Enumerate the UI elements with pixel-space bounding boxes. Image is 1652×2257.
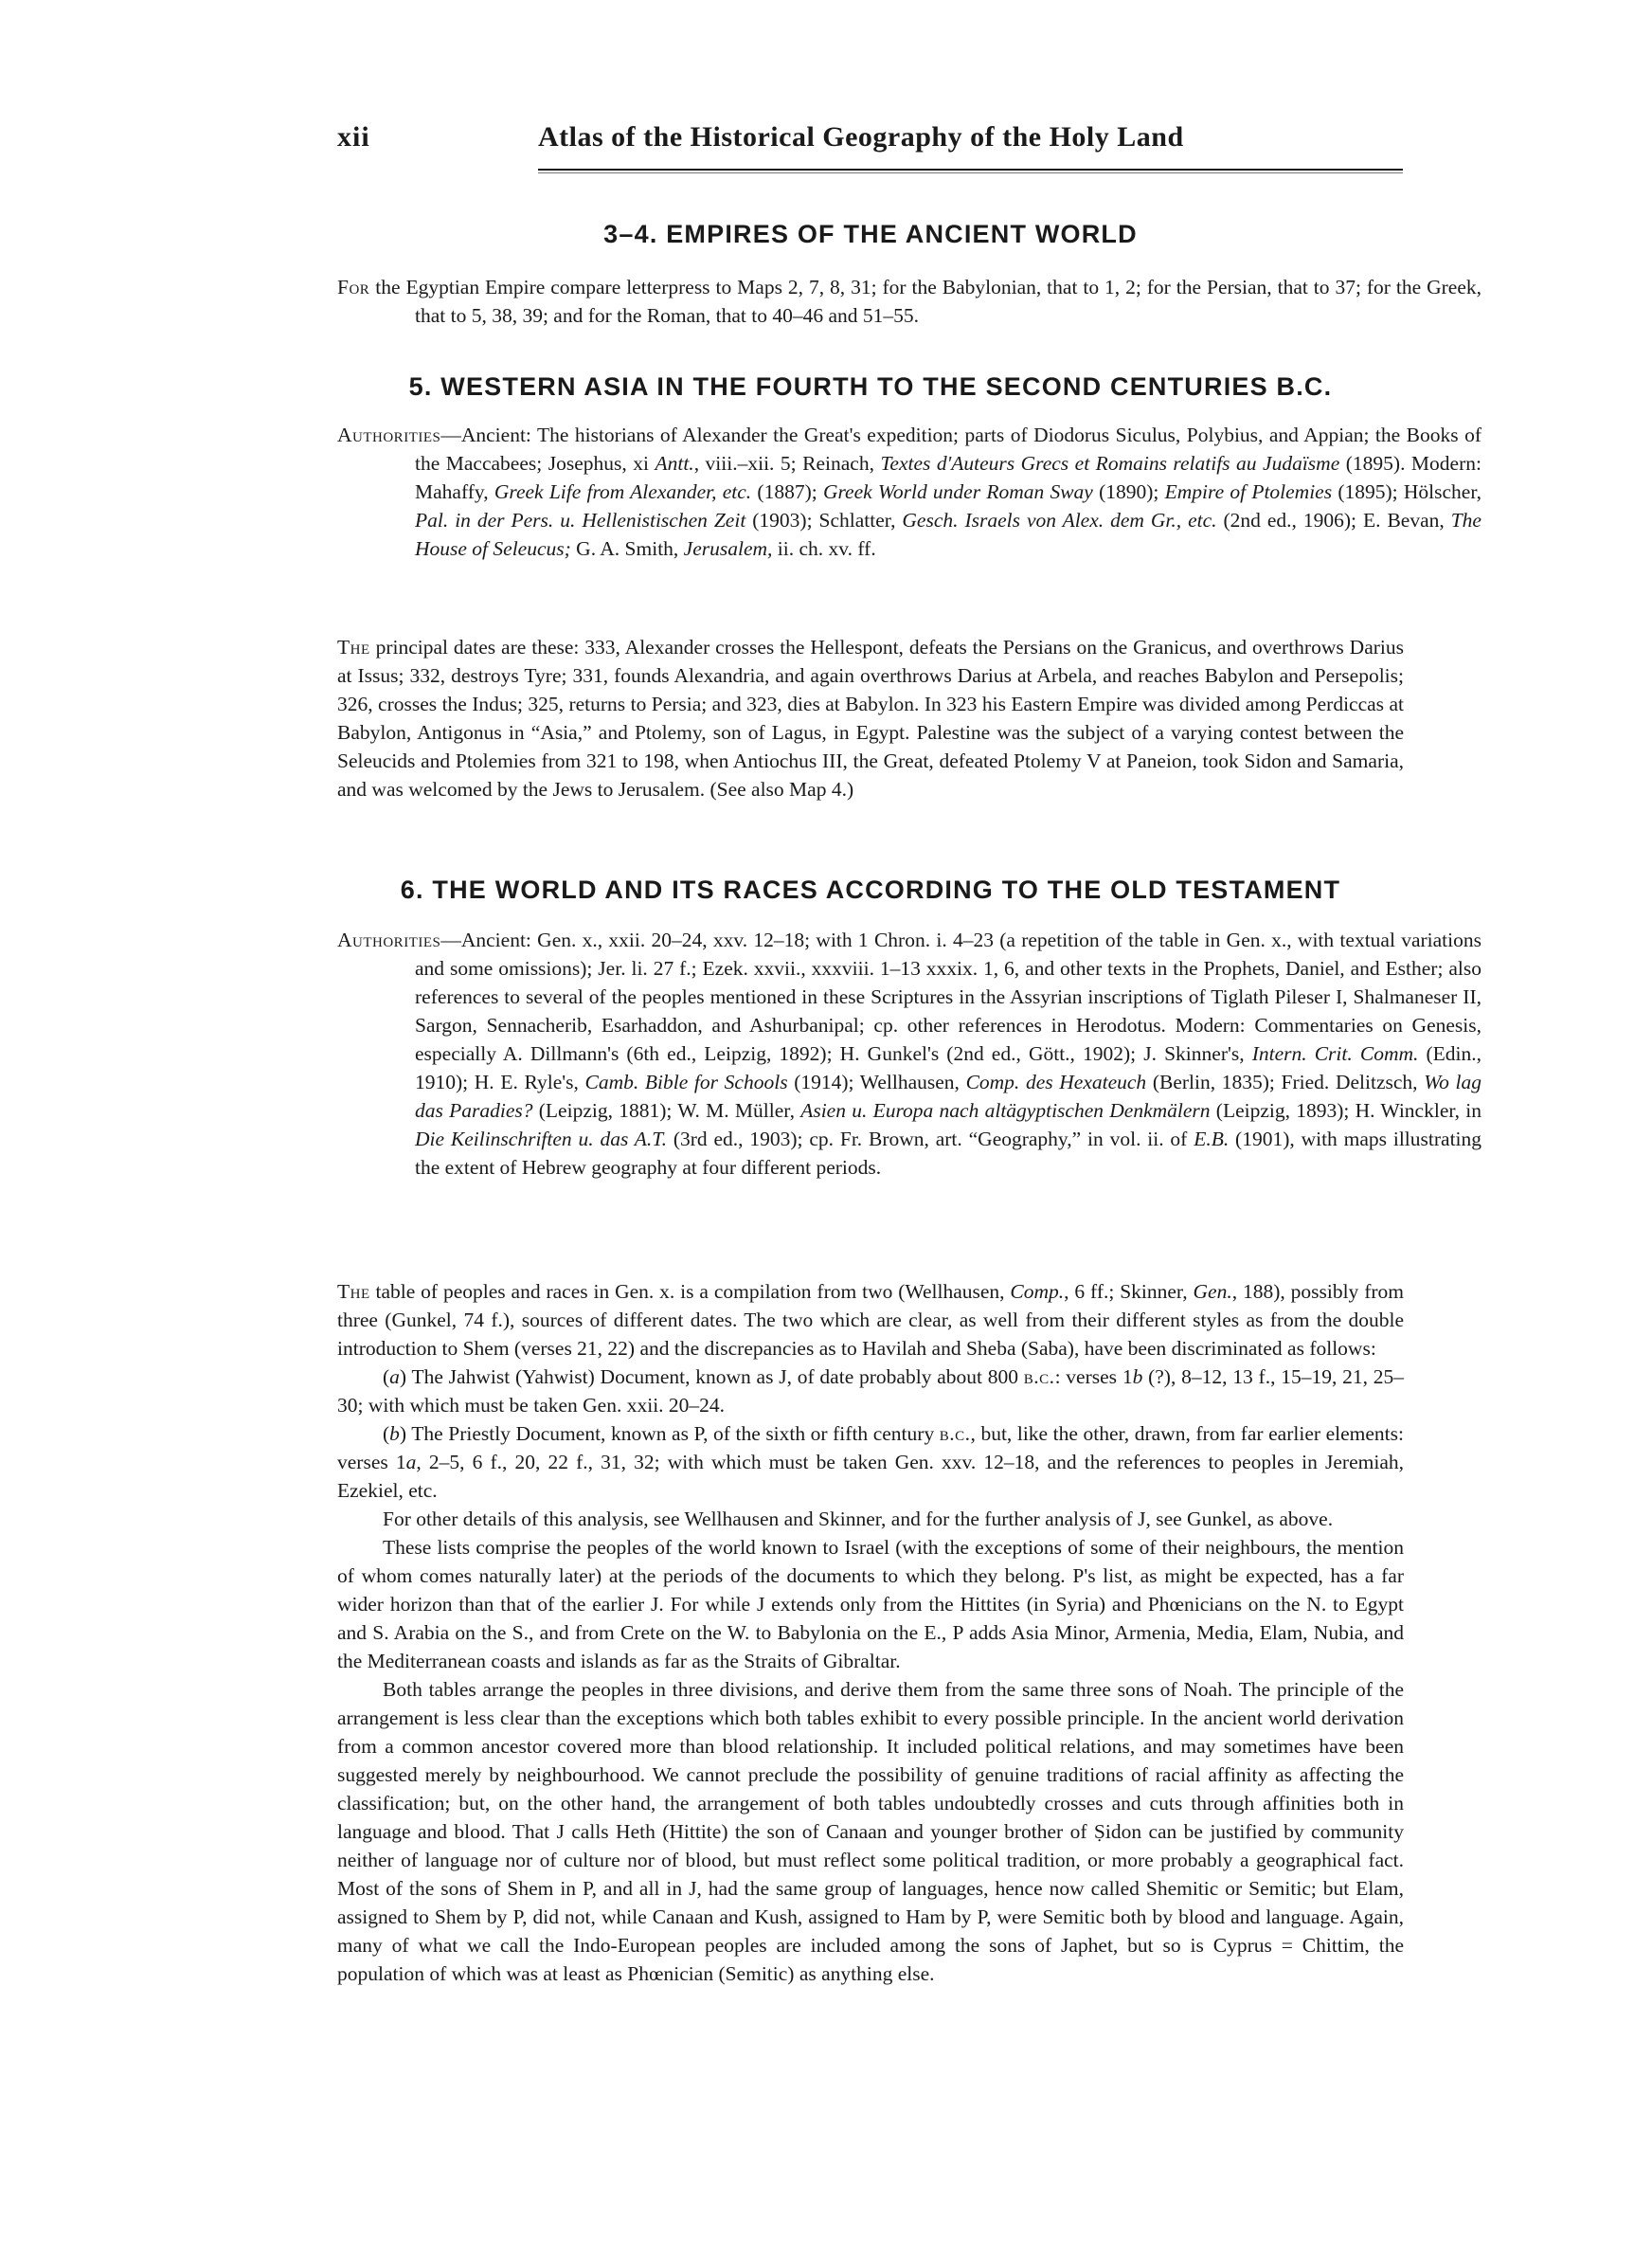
authorities-text: (2nd ed., 1906); E. Bevan, <box>1216 509 1451 532</box>
authorities-text: (Leipzig, 1893); H. Winckler, in <box>1210 1099 1482 1122</box>
section-5-body <box>337 633 1404 803</box>
body-paragraph <box>337 1363 1404 1419</box>
body-text: , but, like the other, drawn, from far earlier elements: verses 1 <box>337 1422 1404 1473</box>
section-6-authorities <box>337 926 1481 1182</box>
header-rule-fine <box>538 172 1403 173</box>
authorities-text: (1887); <box>751 480 823 503</box>
authorities-text: (1895). Modern: Mahaffy, <box>415 452 1481 503</box>
body-text: table of peoples and races in Gen. x. is a compilation from two (Wellhausen, <box>369 1280 1011 1303</box>
list-marker: b <box>389 1422 400 1445</box>
citation-title: Empire of Ptolemies <box>1164 480 1333 503</box>
citation-title: Comp. des Hexateuch <box>965 1071 1147 1093</box>
citation-title: Jerusalem, <box>683 537 773 560</box>
authorities-label: Authorities <box>337 424 441 446</box>
authorities-text: (Berlin, 1835); Fried. Delitzsch, <box>1146 1071 1425 1093</box>
section-3-4-heading: 3–4. EMPIRES OF THE ANCIENT WORLD <box>603 220 1138 248</box>
era-abbreviation: b.c. <box>1023 1365 1055 1388</box>
citation-title: Asien u. Europa nach altägyptischen Denkmälern <box>800 1099 1211 1122</box>
section-5-body-text: principal dates are these: 333, Alexander crosses the Hellespont, defeats the Persians on the Granicus, and overthrows Darius at Issus; 332, destroys Tyre; 331, founds Alexandria, and again overthrows Darius at Arbela, and reaches Babylon and Persepolis; 326, crosses the Indus; 325, returns to Persia; and 323, dies at Babylon. In 323 his Eastern Empire was divided among Perdiccas at Babylon, Antigonus in “Asia,” and Ptolemy, son of Lagus, in Egypt. Palestine was the subject of a varying contest between the Seleucids and Ptolemies from 321 to 198, when Antiochus III, the Great, defeated Ptolemy V at Paneion, took Sidon and Samaria, and was welcomed by the Jews to Jerusalem. (See also Map 4.) <box>337 636 1404 801</box>
authorities-text: —Ancient: Gen. x., xxii. 20–24, xxv. 12–18; with 1 Chron. i. 4–23 (a repetition of the table in Gen. x., with textual variations and some omissions); Jer. li. 27 f.; Ezek. xxvii., xxxviii. 1–13 xxxix. 1, 6, and other texts in the Prophets, Daniel, and Esther; also references to several of the peoples mentioned in these Scriptures in the Assyrian inscriptions of Tiglath Pileser I, Shalmaneser II, Sargon, Sennacherib, Esarhaddon, and Ashurbanipal; cp. other references in Herodotus. Modern: Commentaries on Genesis, especially A. Dillmann's (6th ed., Leipzig, 1892); H. Gunkel's (2nd ed., Gött., 1902); J. Skinner's, <box>415 929 1481 1065</box>
authorities-text: (Leipzig, 1881); W. M. Müller, <box>532 1099 801 1122</box>
body-paragraph: These lists comprise the peoples of the world known to Israel (with the exceptions of some of their neighbours, the mention of whom comes naturally later) at the periods of the documents to which they belong. P's list, as might be expected, has a far wider horizon than that of the earlier J. For while J extends only from the Hittites (in Syria) and Phœnicians on the N. to Egypt and S. Arabia on the S., and from Crete on the W. to Babylonia on the E., P adds Asia Minor, Armenia, Media, Elam, Nubia, and the Mediterranean coasts and islands as far as the Straits of Gibraltar. <box>337 1536 1404 1672</box>
body-text: , 188), possibly from three (Gunkel, 74 f.), sources of different dates. The two which are clear, as well from their different styles as from the double introduction to Shem (verses 21, 22) and the discrepancies as to Havilah and Sheba (Saba), have been discriminated as follows: <box>337 1280 1404 1360</box>
section-3-4-paragraph <box>337 273 1481 330</box>
citation-title: Die Keilinschriften u. das A.T. <box>415 1128 668 1150</box>
body-paragraph: Both tables arrange the peoples in three divisions, and derive them from the same three sons of Noah. The principle of the arrangement is less clear than the exceptions which both tables exhibit to every possible principle. In the ancient world derivation from a common ancestor covered more than blood relationship. It included political relations, and may sometimes have been suggested merely by neighbourhood. We cannot preclude the possibility of genuine traditions of racial affinity as affecting the classification; but, on the other hand, the arrangement of both tables undoubtedly crosses and cuts through affinities both in language and blood. That J calls Heth (Hittite) the son of Canaan and younger brother of Ṣidon can be justified by community neither of language nor of culture nor of blood, but must reflect some political tradition, or more probably a geographical fact. Most of the sons of Shem in P, and all in J, had the same group of languages, hence now called Shemitic or Semitic; but Elam, assigned to Shem by P, did not, while Canaan and Kush, assigned to Ham by P, were Semitic both by blood and language. Again, many of what we call the Indo-European peoples are included among the sons of Japhet, but so is Cyprus = Chittim, the population of which was at least as Phœnician (Semitic) as anything else. <box>337 1678 1404 1985</box>
body-text: ( <box>383 1422 390 1445</box>
list-marker: a <box>389 1365 400 1388</box>
era-abbreviation: b.c. <box>939 1422 971 1445</box>
body-text: , 2–5, 6 f., 20, 22 f., 31, 32; with which must be taken Gen. xxv. 12–18, and the references to peoples in Jeremiah, Ezekiel, etc. <box>337 1451 1404 1502</box>
authorities-text: (1890); <box>1092 480 1165 503</box>
body-text: ) The Priestly Document, known as P, of the sixth or fifth century <box>399 1422 940 1445</box>
citation-title: Textes d'Auteurs Grecs et Romains relatifs au Judaïsme <box>880 452 1340 475</box>
authorities-text: (1895); Hölscher, <box>1332 480 1481 503</box>
authorities-label: Authorities <box>337 929 441 951</box>
authorities-text: , viii.–xii. 5; Reinach, <box>693 452 881 475</box>
body-text: , 6 ff.; Skinner, <box>1064 1280 1194 1303</box>
lead-word: The <box>337 636 370 659</box>
lead-word: For <box>337 276 370 298</box>
authorities-text: (1914); Wellhausen, <box>787 1071 966 1093</box>
citation-title: Antt. <box>655 452 694 475</box>
verse-letter: a <box>405 1451 417 1473</box>
section-6-heading: 6. THE WORLD AND ITS RACES ACCORDING TO THE OLD TESTAMENT <box>400 876 1341 904</box>
citation-title: Pal. in der Pers. u. Hellenistischen Zeit <box>415 509 746 532</box>
body-text: (?), 8–12, 13 f., 15–19, 21, 25–30; with which must be taken Gen. xxii. 20–24. <box>337 1365 1405 1417</box>
citation-title: Intern. Crit. Comm. <box>1251 1042 1419 1065</box>
page-folio: xii <box>337 121 370 153</box>
authorities-text: (Edin., 1910); H. E. Ryle's, <box>415 1042 1481 1093</box>
section-6-body <box>337 1277 1404 1988</box>
section-5-heading: 5. WESTERN ASIA IN THE FOURTH TO THE SECOND CENTURIES B.C. <box>408 372 1333 401</box>
body-paragraph <box>337 1277 1404 1363</box>
citation-title: Gesch. Israels von Alex. dem Gr., etc. <box>902 509 1217 532</box>
authorities-text: ii. ch. xv. ff. <box>772 537 876 560</box>
citation-title: Wo lag das Paradies? <box>415 1071 1481 1122</box>
authorities-text: (3rd ed., 1903); cp. Fr. Brown, art. “Geography,” in vol. ii. of <box>667 1128 1194 1150</box>
citation-title: E.B. <box>1194 1128 1230 1150</box>
citation-title: Greek Life from Alexander, etc. <box>494 480 752 503</box>
citation-title: Camb. Bible for Schools <box>584 1071 788 1093</box>
citation-title: The House of Seleucus; <box>415 509 1481 560</box>
running-title: Atlas of the Historical Geography of the Holy Land <box>538 121 1184 153</box>
authorities-text: —Ancient: The historians of Alexander the Great's expedition; parts of Diodorus Siculus, Polybius, and Appian; the Books of the Maccabees; Josephus, xi <box>415 424 1481 475</box>
citation-title: Gen. <box>1193 1280 1232 1303</box>
section-5-authorities <box>337 421 1481 563</box>
citation-title: Greek World under Roman Sway <box>822 480 1093 503</box>
body-text: ) The Jahwist (Yahwist) Document, known as J, of date probably about 800 <box>399 1365 1024 1388</box>
section-3-4-text: the Egyptian Empire compare letterpress to Maps 2, 7, 8, 31; for the Babylonian, that to 1, 2; for the Persian, that to 37; for the Greek, that to 5, 38, 39; and for the Roman, that to 40–46 and 51–55. <box>369 276 1481 327</box>
body-text: ( <box>383 1365 390 1388</box>
authorities-text: G. A. Smith, <box>570 537 684 560</box>
body-text: : verses 1 <box>1054 1365 1133 1388</box>
header-rule <box>538 169 1403 171</box>
authorities-text: (1903); Schlatter, <box>745 509 903 532</box>
body-paragraph: For other details of this analysis, see Wellhausen and Skinner, and for the further analysis of J, see Gunkel, as above. <box>383 1508 1334 1530</box>
authorities-text: (1901), with maps illustrating the extent of Hebrew geography at four different periods. <box>415 1128 1482 1179</box>
verse-letter: b <box>1132 1365 1143 1388</box>
lead-word: The <box>337 1280 370 1303</box>
body-paragraph <box>337 1419 1404 1505</box>
citation-title: Comp. <box>1010 1280 1065 1303</box>
